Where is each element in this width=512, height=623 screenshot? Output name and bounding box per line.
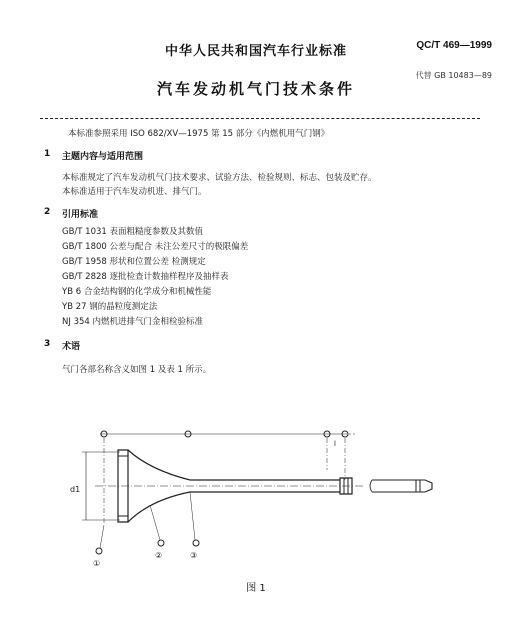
section-1-line-2: 本标准适用于汽车发动机进、排气门。: [62, 187, 207, 197]
section-2-title: 引用标准: [62, 210, 99, 220]
reference-item: NJ 354 内燃机进排气门金相检验标准: [62, 317, 203, 327]
section-3-title: 术语: [62, 342, 81, 352]
reference-item: GB/T 1800 公差与配合 未注公差尺寸的极限偏差: [62, 242, 249, 252]
issuing-organization: 中华人民共和国汽车行业标准: [164, 44, 347, 59]
document-title: 汽车发动机气门技术条件: [156, 80, 355, 98]
callout-3: ③: [190, 551, 198, 560]
reference-item: GB/T 2828 逐批检查计数抽样程序及抽样表: [62, 272, 229, 282]
section-2-number: 2: [44, 207, 51, 217]
standard-code: QC/T 469—1999: [416, 40, 492, 51]
callout-2: ②: [155, 551, 163, 560]
valve-fillet-bottom: [128, 492, 190, 522]
valve-fillet-top: [128, 450, 190, 480]
reference-item: GB/T 1031 表面粗糙度参数及其数值: [62, 227, 204, 237]
balloon-marker: [193, 540, 199, 546]
intro-text: 本标准参照采用 ISO 682/XV—1975 第 15 部分《内燃机用气门钢》: [68, 129, 330, 139]
balloon-marker: [158, 540, 164, 546]
balloon-marker: [96, 548, 102, 554]
section-3-line-1: 气门各部名称含义如图 1 及表 1 所示。: [62, 365, 212, 375]
replaces-standard: 代替 GB 10483—89: [415, 71, 492, 80]
reference-item: YB 6 合金结构钢的化学成分和机械性能: [62, 287, 212, 297]
section-3-number: 3: [44, 339, 51, 349]
dim-label-l: l: [334, 440, 336, 448]
section-1-number: 1: [44, 149, 51, 159]
figure-caption: 图 1: [246, 583, 266, 594]
reference-item: GB/T 1958 形状和位置公差 检测规定: [62, 257, 206, 267]
dim-label-d1: d1: [70, 485, 81, 494]
reference-item: YB 27 钢的晶粒度测定法: [62, 302, 158, 312]
callout-1: ①: [93, 559, 101, 568]
section-1-title: 主题内容与适用范围: [62, 152, 144, 162]
section-1-line-1: 本标准规定了汽车发动机气门技术要求、试验方法、检验规则、标志、包装及贮存。: [62, 173, 377, 183]
detail-view: [372, 480, 432, 492]
